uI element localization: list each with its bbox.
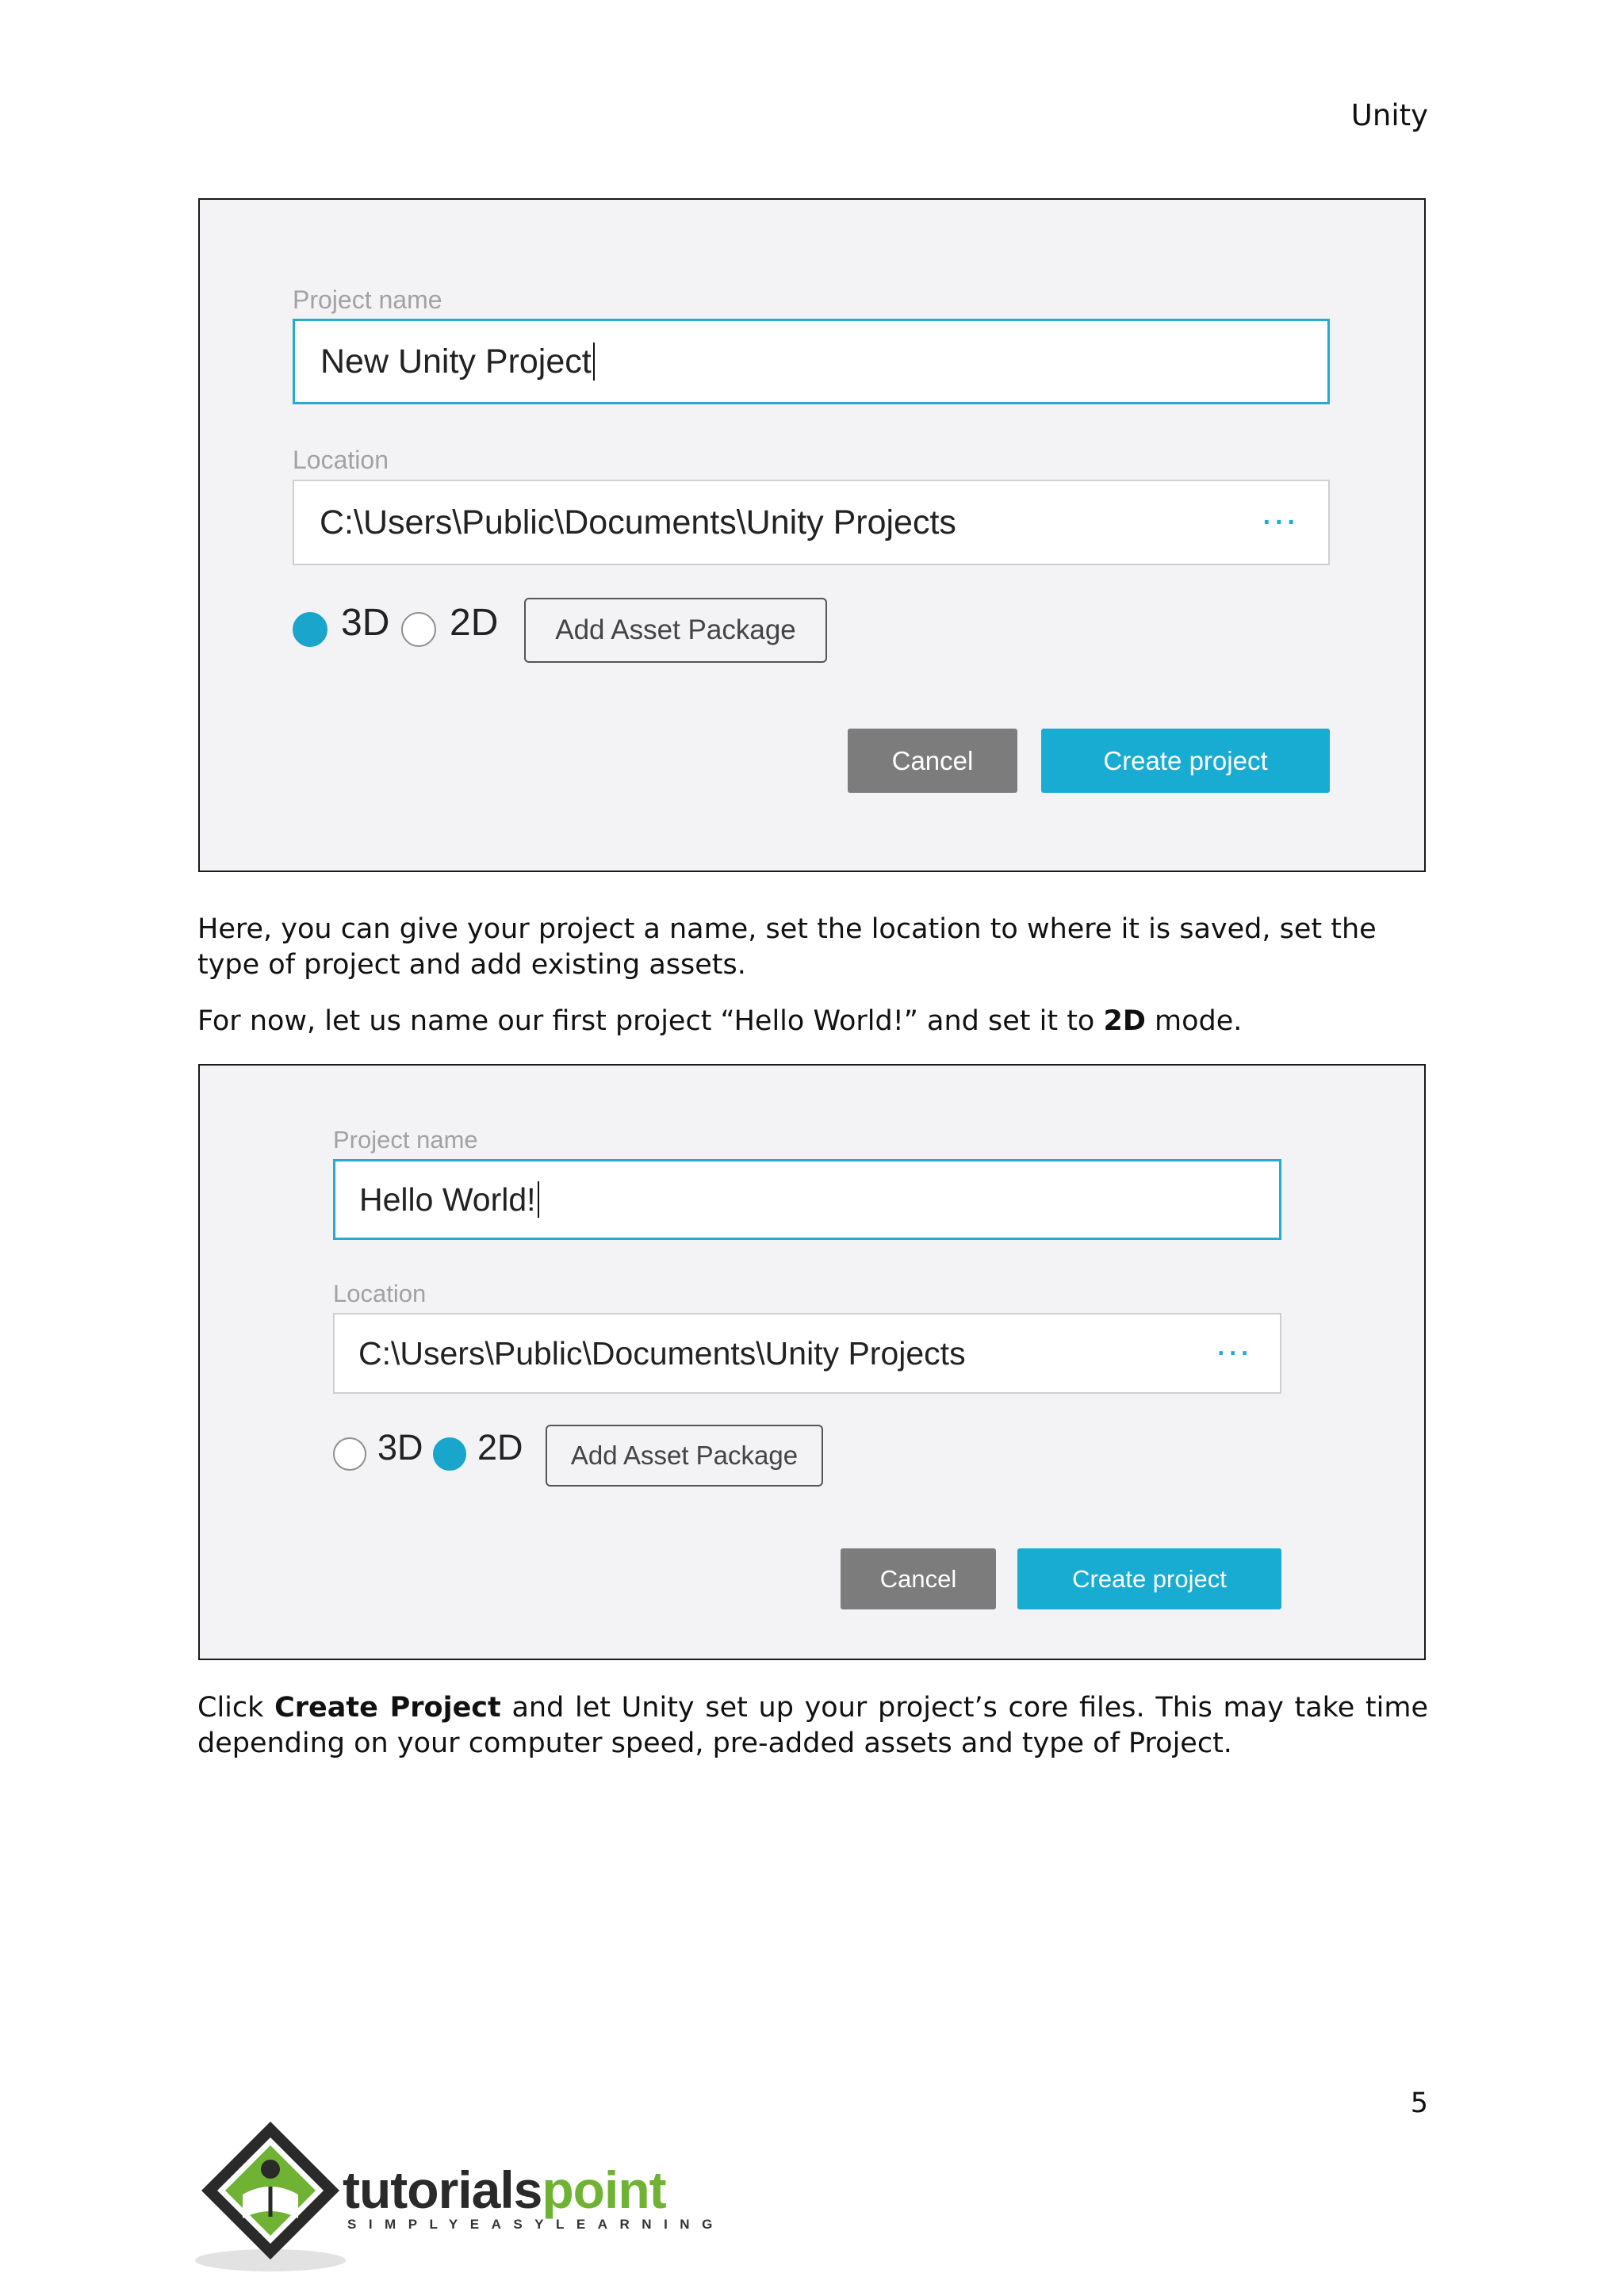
browse-dots-icon[interactable]: ... <box>1262 500 1300 530</box>
paragraph-instruction-tail: mode. <box>1145 1005 1243 1037</box>
project-name-value: New Unity Project <box>320 342 592 381</box>
location-value: C:\Users\Public\Documents\Unity Projects <box>320 503 956 541</box>
text-caret <box>538 1181 539 1218</box>
radio-2d[interactable] <box>433 1437 466 1471</box>
logo-word-dark: tutorials <box>343 2160 542 2219</box>
project-name-value: Hello World! <box>359 1181 536 1218</box>
paragraph-instruction-text: For now, let us name our first project “Hello World!” and set it to <box>197 1005 1104 1037</box>
radio-2d-label: 2D <box>450 602 499 644</box>
new-project-dialog-2d <box>198 1064 1426 1660</box>
location-label: Location <box>293 446 389 474</box>
add-asset-package-button[interactable]: Add Asset Package <box>546 1425 823 1487</box>
page-number: 5 <box>1410 2087 1428 2119</box>
project-name-input[interactable] <box>293 319 1330 404</box>
paragraph-instruction <box>197 1004 1428 1039</box>
tutorialspoint-logo <box>195 2115 725 2274</box>
logo-wordmark <box>343 2160 666 2220</box>
browse-dots-icon[interactable]: ... <box>1217 1332 1253 1360</box>
paragraph-create <box>197 1690 1428 1762</box>
logo-tagline: SIMPLYEASYLEARNING <box>347 2217 725 2232</box>
paragraph-instruction-bold: 2D <box>1103 1005 1146 1037</box>
radio-3d-label: 3D <box>377 1427 423 1468</box>
cancel-button[interactable]: Cancel <box>841 1548 996 1609</box>
paragraph-create-text: Click <box>197 1692 275 1724</box>
location-label: Location <box>333 1280 427 1307</box>
paragraph-create-bold: Create Project <box>274 1692 501 1724</box>
radio-3d[interactable] <box>293 612 327 647</box>
radio-2d[interactable] <box>401 612 436 647</box>
location-value: C:\Users\Public\Documents\Unity Projects <box>358 1334 966 1372</box>
logo-diamond-icon <box>195 2115 346 2274</box>
paragraph-intro: Here, you can give your project a name, set the location to where it is saved, set the type of project and add existing assets. <box>197 913 1377 981</box>
create-project-button[interactable]: Create project <box>1041 729 1330 793</box>
new-project-dialog-3d <box>198 198 1426 872</box>
radio-3d-label: 3D <box>341 602 390 644</box>
paragraph-create-tail: and let Unity set up your project’s core files. This may take time depending on your computer speed, pre-added assets and type of Project. <box>197 1692 1428 1759</box>
radio-3d[interactable] <box>333 1437 366 1471</box>
running-header-title: Unity <box>1350 98 1428 132</box>
logo-word-green: point <box>542 2160 666 2219</box>
project-name-label: Project name <box>293 285 442 314</box>
project-name-label: Project name <box>333 1126 478 1154</box>
radio-2d-label: 2D <box>477 1427 523 1468</box>
create-project-button[interactable]: Create project <box>1017 1548 1281 1609</box>
text-caret <box>593 342 595 381</box>
project-name-input[interactable] <box>333 1159 1281 1240</box>
add-asset-package-button[interactable]: Add Asset Package <box>524 598 827 663</box>
location-input[interactable] <box>293 480 1330 565</box>
cancel-button[interactable]: Cancel <box>848 729 1017 793</box>
location-input[interactable] <box>333 1313 1281 1394</box>
